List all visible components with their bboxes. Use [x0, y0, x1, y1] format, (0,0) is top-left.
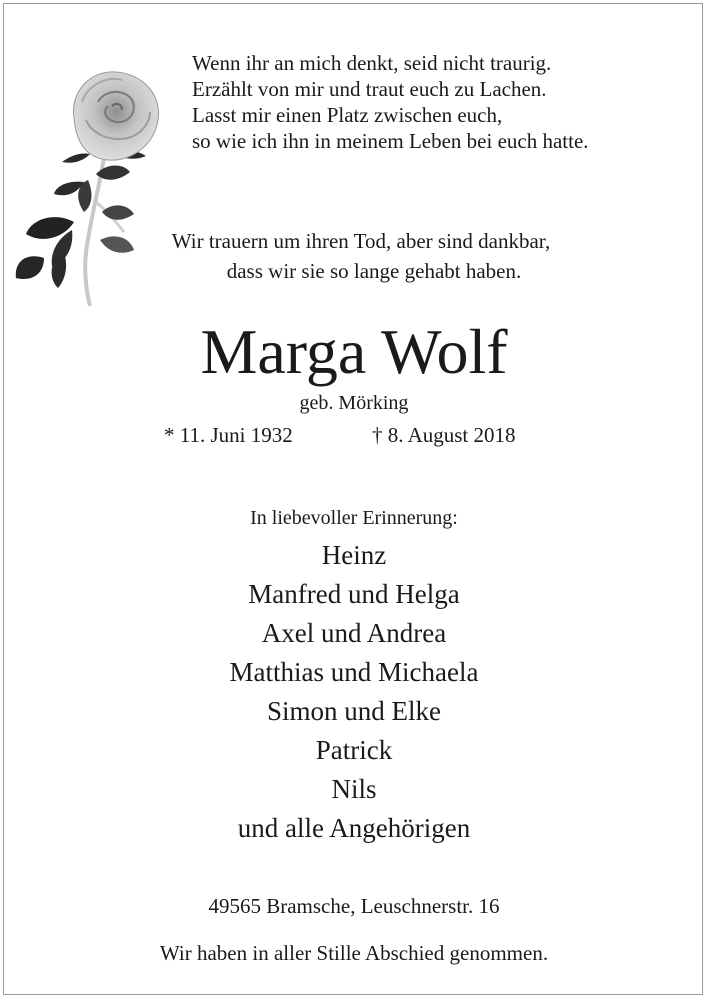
mourner-name: Axel und Andrea [261, 618, 447, 648]
birth-name: geb. Mörking [299, 392, 409, 414]
poem [192, 50, 692, 154]
mourner-name: Matthias und Michaela [229, 657, 479, 687]
poem-line: Lasst mir einen Platz zwischen euch, [192, 103, 503, 127]
mourner-name: und alle Angehörigen [237, 813, 471, 843]
mourner-name: Patrick [315, 735, 393, 765]
grief-line: dass wir sie so lange gehabt haben. [226, 259, 522, 283]
memory-intro: In liebevoller Erinnerung: [250, 507, 458, 529]
mourner-list [0, 536, 708, 848]
deceased-name: Marga Wolf [200, 316, 508, 387]
death-date: † 8. August 2018 [372, 423, 516, 447]
poem-line: so wie ich ihn in meinem Leben bei euch hatte. [192, 129, 589, 153]
mourner-name: Nils [331, 774, 377, 804]
poem-line: Wenn ihr an mich denkt, seid nicht traurig. [192, 51, 552, 75]
mourner-name: Manfred und Helga [248, 579, 460, 609]
birth-date: * 11. Juni 1932 [164, 423, 293, 447]
grief-line: Wir trauern um ihren Tod, aber sind dankbar, [171, 229, 551, 253]
family-address: 49565 Bramsche, Leuschnerstr. 16 [208, 894, 500, 918]
closing-note: Wir haben in aller Stille Abschied genommen. [159, 941, 549, 965]
mourner-name: Simon und Elke [267, 696, 441, 726]
poem-line: Erzählt von mir und traut euch zu Lachen. [192, 77, 547, 101]
mourner-name: Heinz [321, 540, 387, 570]
grief-statement [0, 226, 708, 286]
